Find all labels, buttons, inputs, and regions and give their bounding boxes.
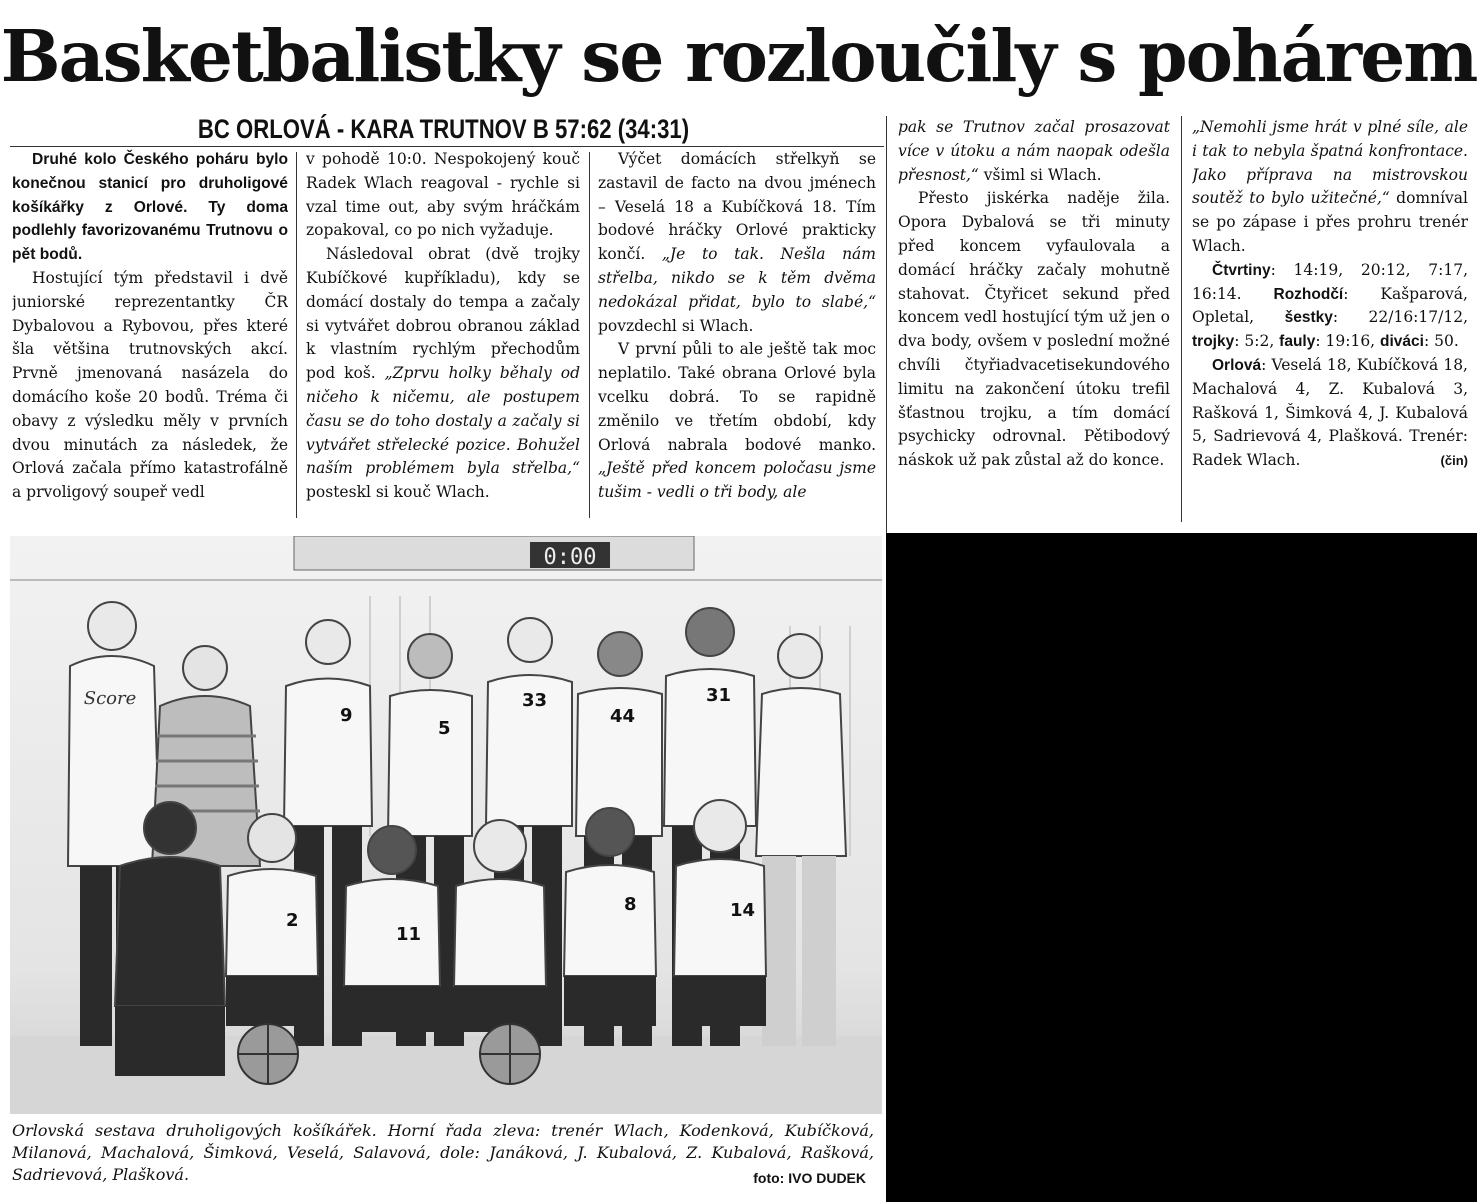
article-column-3: [598, 148, 876, 522]
jersey-number: 2: [286, 910, 299, 931]
headline: Basketbalistky se rozloučily s pohárem: [0, 14, 1477, 98]
column-rule: [1181, 116, 1182, 522]
quote: „Zprvu holky běhaly od ničeho k ničemu, ale postupem času se do toho dostaly a začaly si vytvářet střelecké pozice. Bohužel naším problémem byla střelba,“: [306, 364, 580, 478]
stat-label: Rozhodčí: [1273, 285, 1344, 303]
text-run: posteskl si kouč Wlach.: [306, 483, 490, 502]
article-column-5: [1192, 116, 1468, 522]
shirt-logo-text: Score: [83, 688, 137, 709]
column-rule: [886, 116, 887, 534]
lead-paragraph: Druhé kolo Českého poháru bylo konečnou stanicí pro druholigové košíkářky z Orlové. Ty doma podlehly favorizovanému Trutnovu o pět bodů.: [12, 151, 288, 264]
match-stats: [1192, 259, 1468, 354]
column-rule: [296, 152, 297, 518]
blank-area: [886, 533, 1477, 1202]
jersey-number: 8: [624, 894, 637, 915]
jersey-number: 11: [396, 924, 422, 945]
text-run: Následoval obrat (dvě trojky Kubíčkové kupříkladu), kdy se domácí dostaly do tempa a začaly si vytvářet dobrou obranou základ k vlastním rychlým přechodům pod koš.: [306, 245, 580, 383]
jersey-number: 33: [522, 690, 548, 711]
stat-value: : 14:19, 20:12, 7:17, 16:14.: [1192, 260, 1468, 303]
stat-label: fauly: [1279, 333, 1316, 351]
author-credit: (čin): [1440, 453, 1468, 469]
stat-value: : 5:2,: [1234, 332, 1280, 351]
team-lineup: [1192, 354, 1468, 473]
body-paragraph: [898, 116, 1170, 187]
team-photo: [10, 536, 882, 1114]
stat-value: : 50.: [1423, 332, 1459, 351]
quote: „Ještě před koncem poločasu jsme tušim - vedli o tři body, ale: [598, 459, 876, 502]
stat-value: : 22/16:17/12,: [1332, 308, 1468, 327]
team-photo-illustration: [10, 536, 882, 1114]
stat-label: šestky: [1284, 309, 1333, 327]
text-run: všiml si Wlach.: [978, 165, 1102, 184]
text-run: V první půli to ale ještě tak moc neplatilo. Také obrana Orlové byla vcelku dobrá. To se rapidně změnilo ve třetím období, kdy Orlová nabrala bodové manko.: [598, 340, 876, 454]
text-run: domníval se po zápase i přes prohru trenér Wlach.: [1192, 189, 1468, 255]
jersey-number: 5: [438, 718, 451, 739]
text-run: Výčet domácích střelkyň se zastavil de facto na dvou jménech – Veselá 18 a Kubíčková 18. Tím bodové hráčky Orlové prakticky končí.: [598, 150, 876, 264]
body-paragraph: Přesto jiskérka naděje žila. Opora Dybalová se tři minuty před koncem vyfaulovala a domácí hráčky začaly mohutně stahovat. Čtyřicet sekund před koncem vedl hostující tým už jen o dva body, ovšem v poslední možné chvíli čtyřiadvacetisekundového limitu na zakončení útoku trefil šťastnou trojku, a tím domácí psychicky odrovnal. Pětibodový náskok už pak zůstal až do konce.: [898, 189, 1170, 470]
jersey-number: 31: [706, 685, 732, 706]
body-paragraph: [598, 148, 876, 338]
body-paragraph: [306, 243, 580, 505]
body-paragraph: [1192, 116, 1468, 259]
body-paragraph: v pohodě 10:0. Nespokojený kouč Radek Wlach reagoval - rychle si vzal time out, aby svým hráčkám zopakoval, co po nich vyžaduje.: [306, 150, 580, 240]
article-column-2: [306, 148, 580, 522]
body-paragraph: [598, 338, 876, 505]
lineup-text: : Veselá 18, Kubíčková 18, Machalová 4, Z. Kubalová 3, Rašková 1, Šimková 4, J. Kubalová 5, Sadrievová 4, Plašková. Trenér: Radek Wlach.: [1192, 355, 1468, 470]
stat-value: : 19:16,: [1315, 332, 1381, 351]
stat-value: : Kašparová, Opletal,: [1192, 284, 1468, 327]
photo-caption: Orlovská sestava druholigových košíkářek. Horní řada zleva: trenér Wlach, Kodenková, Kubíčková, Milanová, Machalová, Šimková, Veselá, Salavová, dole: Janáková, J. Kubalová, Z. Kubalová, Rašková, Sadrievová, Plašková.: [12, 1121, 874, 1184]
scoreboard-digits: 0:00: [543, 545, 597, 570]
stat-label: Čtvrtiny: [1212, 261, 1271, 279]
subheadline-score: BC ORLOVÁ - KARA TRUTNOV B 57:62 (34:31): [197, 114, 690, 144]
photo-credit: foto: IVO DUDEK: [753, 1170, 866, 1186]
jersey-number: 44: [610, 706, 636, 727]
text-run: povzdechl si Wlach.: [598, 316, 754, 335]
article-column-4: [898, 116, 1170, 522]
section-rule: [10, 146, 884, 147]
article-column-1: [12, 148, 288, 522]
column-rule: [589, 152, 590, 518]
team-label: Orlová: [1212, 356, 1262, 374]
jersey-number: 14: [730, 900, 756, 921]
jersey-number: 9: [340, 705, 353, 726]
stat-label: trojky: [1192, 333, 1235, 351]
quote: „Nemohli jsme hrát v plné síle, ale i tak to nebyla špatná konfrontace. Jako příprava na mistrovskou soutěž to bylo užitečné,“: [1192, 118, 1468, 208]
stat-label: diváci: [1380, 333, 1424, 351]
body-paragraph: Hostující tým představil i dvě juniorské reprezentantky ČR Dybalovou a Rybovou, přes které šla většina trutnovských akcí. Prvně jmenovaná nasázela do domácího koše 20 bodů. Tréma či obavy z výsledku měly v prvních dvou minutách za následek, že Orlová začala přímo katastrofálně a prvoligový soupeř vedl: [12, 268, 288, 502]
quote: pak se Trutnov začal prosazovat více v útoku a nám naopak odešla přesnost,“: [898, 118, 1170, 184]
quote: „Je to tak. Nešla nám střelba, nikdo se k těm dvěma nedokázal přidat, bylo to slabé,“: [598, 245, 876, 311]
